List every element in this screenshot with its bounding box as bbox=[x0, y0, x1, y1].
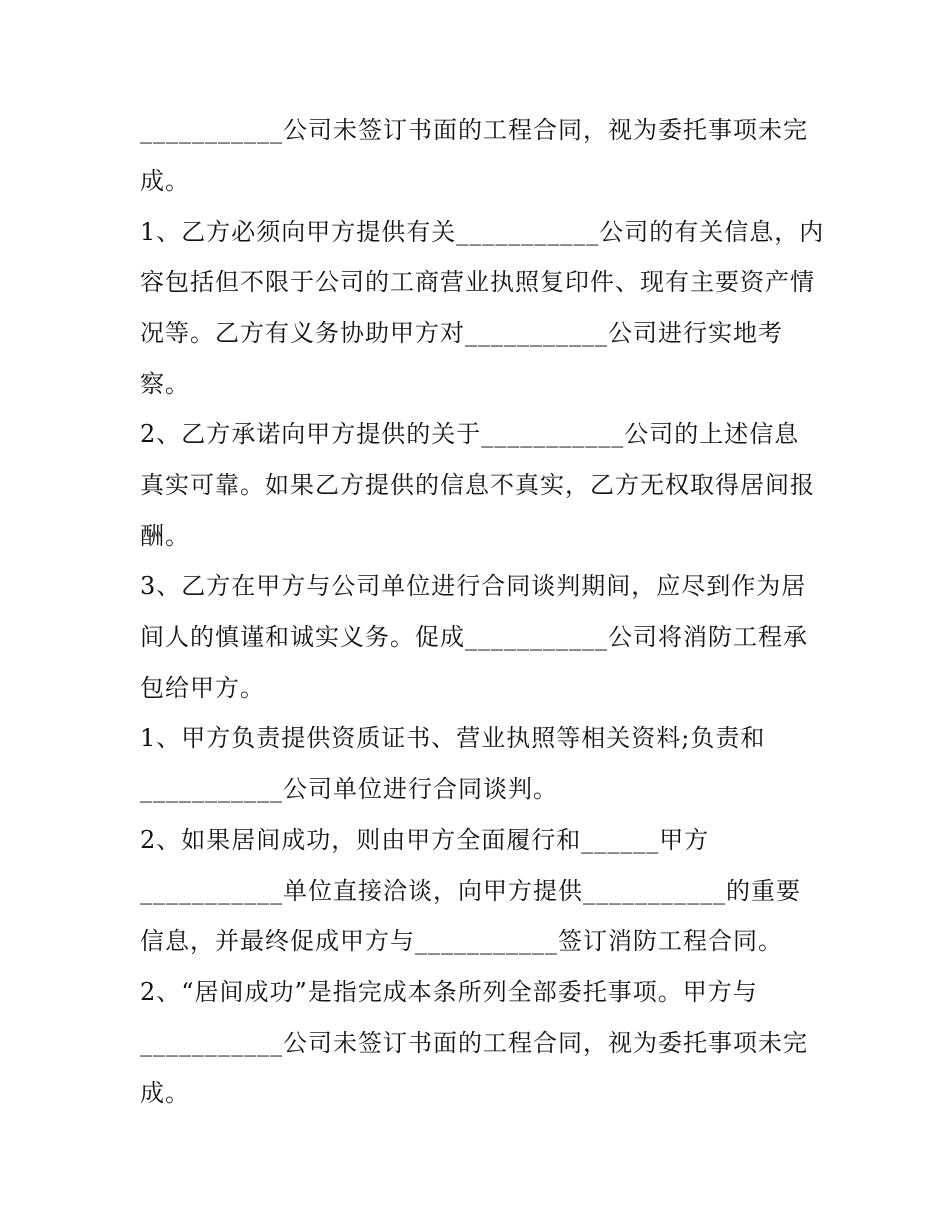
text-line: ___________公司未签订书面的工程合同，视为委托事项未完 bbox=[140, 1029, 808, 1057]
text-line: 包给甲方。 bbox=[140, 674, 265, 702]
text-line: ___________公司单位进行合同谈判。 bbox=[140, 775, 558, 803]
text-line: 2、如果居间成功，则由甲方全面履行和______甲方 bbox=[140, 826, 710, 854]
text-line: 信息，并最终促成甲方与___________签订消防工程合同。 bbox=[140, 927, 783, 955]
text-line: 真实可靠。如果乙方提供的信息不真实，乙方无权取得居间报 bbox=[140, 471, 815, 499]
text-line: 2、乙方承诺向甲方提供的关于___________公司的上述信息 bbox=[140, 420, 800, 448]
text-line: ___________单位直接洽谈，向甲方提供___________的重要 bbox=[140, 877, 801, 905]
text-line: 3、乙方在甲方与公司单位进行合同谈判期间，应尽到作为居 bbox=[140, 572, 807, 600]
text-line: 1、甲方负责提供资质证书、营业执照等相关资料;负责和 bbox=[140, 724, 766, 752]
text-line: 成。 bbox=[140, 167, 190, 195]
text-line: 间人的慎谨和诚实义务。促成___________公司将消防工程承 bbox=[140, 623, 808, 651]
text-line: 察。 bbox=[140, 370, 190, 398]
text-line: 酬。 bbox=[140, 522, 190, 550]
text-line: 成。 bbox=[140, 1079, 190, 1107]
text-line: ___________公司未签订书面的工程合同，视为委托事项未完 bbox=[140, 116, 808, 144]
text-line: 况等。乙方有义务协助甲方对___________公司进行实地考 bbox=[140, 319, 783, 347]
text-line: 1、乙方必须向甲方提供有关___________公司的有关信息，内 bbox=[140, 218, 825, 246]
text-line: 容包括但不限于公司的工商营业执照复印件、现有主要资产情 bbox=[140, 268, 815, 296]
text-line: 2、“居间成功”是指完成本条所列全部委托事项。甲方与 bbox=[140, 978, 758, 1006]
